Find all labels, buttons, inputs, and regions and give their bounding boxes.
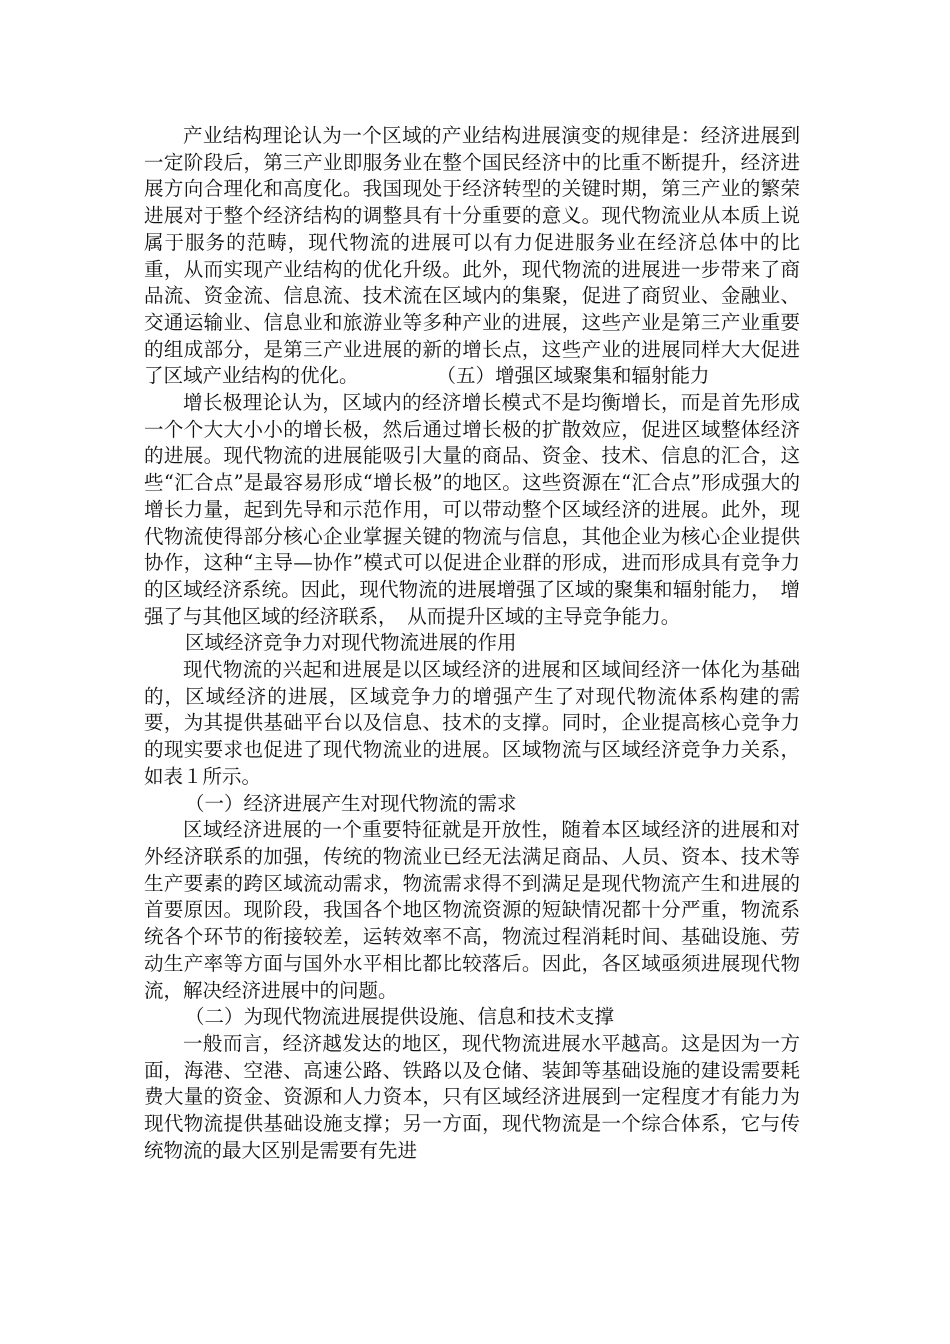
- section-heading-2: （二）为现代物流进展提供设施、信息和技术支撑: [184, 1005, 614, 1029]
- paragraph-industrial-structure: [144, 123, 800, 390]
- section-heading-1: （一）经济进展产生对现代物流的需求: [184, 791, 517, 815]
- section-heading-impact: 区域经济竞争力对现代物流进展的作用: [184, 631, 517, 655]
- document-body: [144, 123, 800, 1164]
- section-heading-5: （五）增强区域聚集和辐射能力: [446, 364, 710, 388]
- paragraph-economic-demand: 区域经济进展的一个重要特征就是开放性，随着本区域经济的进展和对外经济联系的加强，传统的物流业已经无法满足商品、人员、资本、技术等生产要素的跨区域流动需求，物流需求得不到满足是现代物流产生和进展的首要原因。现阶段，我国各个地区物流资源的短缺情况都十分严重，物流系统各个环节的衔接较差，运转效率不高，物流过程消耗时间、基础设施、劳动生产率等方面与国外水平相比都比较落后。因此，各区域亟须进展现代物流，解决经济进展中的问题。: [144, 818, 800, 1002]
- paragraph-text: 产业结构理论认为一个区域的产业结构进展演变的规律是：经济进展到一定阶段后，第三产业即服务业在整个国民经济中的比重不断提升，经济进展方向合理化和高度化。我国现处于经济转型的关键时期，第三产业的繁荣进展对于整个经济结构的调整具有十分重要的意义。现代物流业从本质上说属于服务的范畴，现代物流的进展可以有力促进服务业在经济总体中的比重，从而实现产业结构的优化升级。此外，现代物流的进展进一步带来了商品流、资金流、信息流、技术流在区域内的集聚，促进了商贸业、金融业、交通运输业、信息业和旅游业等多种产业的进展，这些产业是第三产业重要的组成部分，是第三产业进展的新的增长点，这些产业的进展同样大大促进了区域产业结构的优化。: [144, 124, 800, 388]
- paragraph-growth-pole: 增长极理论认为，区域内的经济增长模式不是均衡增长，而是首先形成一个个大大小小的增长极，然后通过增长极的扩散效应，促进区域整体经济的进展。现代物流的进展能吸引大量的商品、资金、技术、信息的汇合，这些“汇合点”是最容易形成“增长极”的地区。这些资源在“汇合点”形成强大的增长力量，起到先导和示范作用，可以带动整个区域经济的进展。此外，现代物流使得部分核心企业掌握关键的物流与信息，其他企业为核心企业提供协作，这种“主导—协作”模式可以促进企业群的形成，进而形成具有竞争力的区域经济系统。因此，现代物流的进展增强了区域的聚集和辐射能力， 增强了与其他区域的经济联系， 从而提升区域的主导竞争能力。: [144, 391, 800, 628]
- paragraph-infrastructure-support: 一般而言，经济越发达的地区，现代物流进展水平越高。这是因为一方面，海港、空港、高速公路、铁路以及仓储、装卸等基础设施的建设需要耗费大量的资金、资源和人力资本，只有区域经济进展到一定程度才有能力为现代物流提供基础设施支撑；另一方面，现代物流是一个综合体系，它与传统物流的最大区别是需要有先进: [144, 1031, 800, 1162]
- paragraph-regional-logistics: 现代物流的兴起和进展是以区域经济的进展和区域间经济一体化为基础的，区域经济的进展，区域竞争力的增强产生了对现代物流体系构建的需要，为其提供基础平台以及信息、技术的支撑。同时，企业提高核心竞争力的现实要求也促进了现代物流业的进展。区域物流与区域经济竞争力关系，如表１所示。: [144, 658, 800, 788]
